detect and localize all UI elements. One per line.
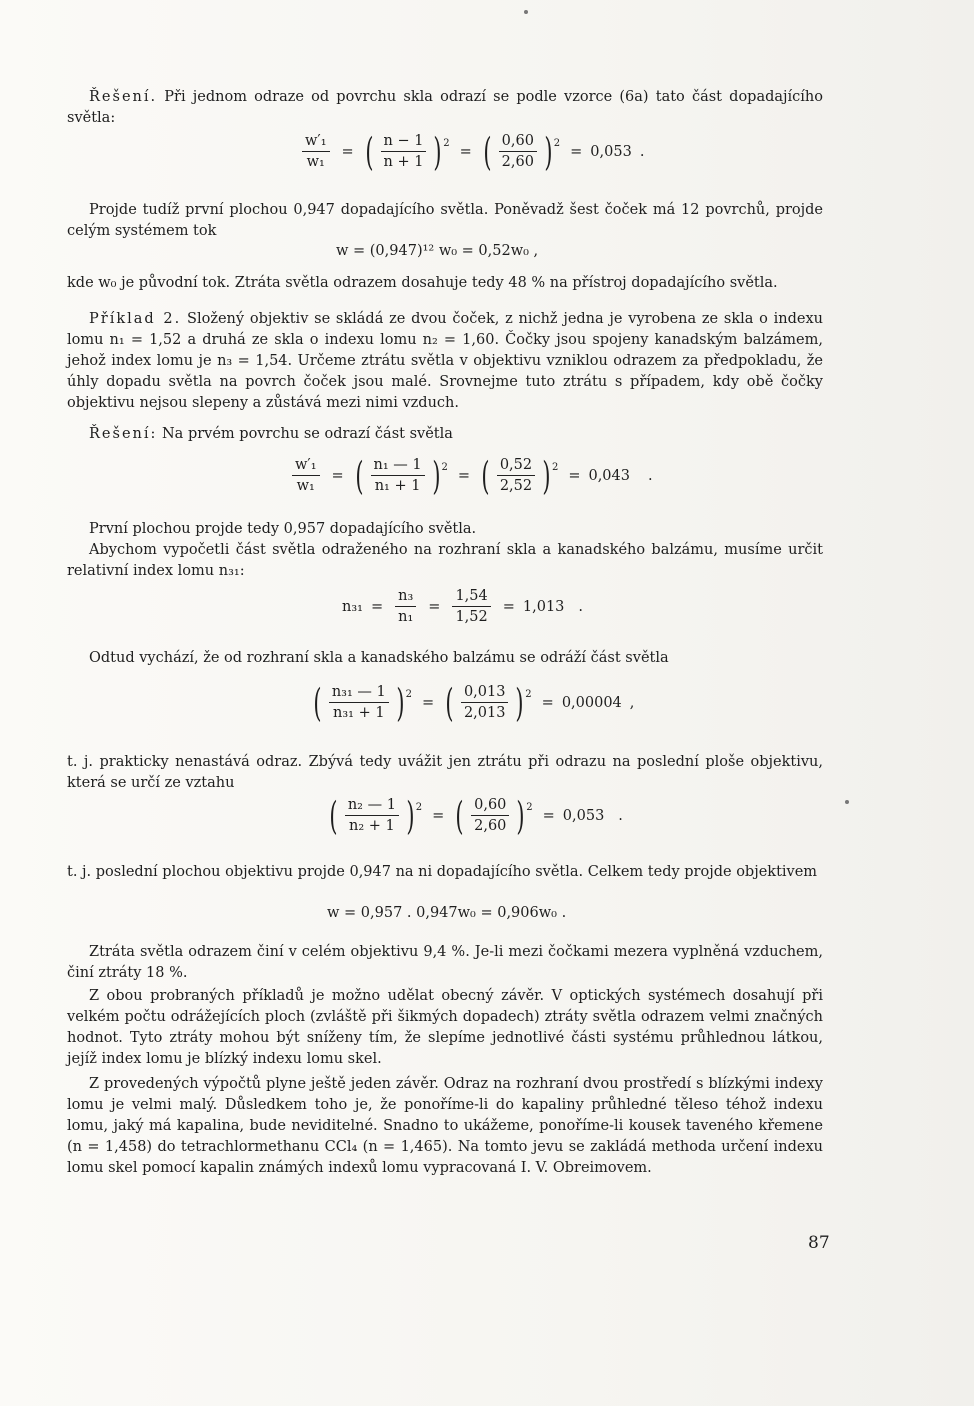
eq6-f2-num: 0,60 — [471, 796, 509, 816]
eq5-f2-num: 0,013 — [461, 683, 509, 703]
solution-label: Řešení. — [89, 89, 158, 105]
eq4-result: 1,013 — [522, 598, 565, 615]
eq6-f1-den: n₂ + 1 — [349, 818, 395, 834]
eq6-result: 0,053 — [562, 807, 605, 824]
eq1-result: 0,053 — [590, 143, 632, 160]
equation-1: $\frac{\text{w′₁}}{\text{w₁}}$ = ( $\frac{n - 1}{n + 1}$ ) 2 = ( $\frac{0,60}{2,60}$ ) 2 = 0,053 . — [298, 132, 644, 171]
eq1-lhs-den: w₁ — [306, 154, 325, 170]
equation-2: w = (0,947)¹² w₀ = 0,52w₀ , — [336, 243, 539, 259]
eq5-exp2: 2 — [525, 689, 532, 700]
paragraph-11: Ztráta světla odrazem činí v celém objektivu 9,4 %. Je-li mezi čočkami mezera vyplněná vzduchem, činí ztráty 18 %. — [67, 944, 823, 981]
eq4-f1-den: n₁ — [398, 609, 414, 625]
paragraph-2: Projde tudíž první plochou 0,947 dopadajícího světla. Poněvadž šest čoček má 12 povrchů, projde celým systémem tok — [67, 202, 823, 239]
scan-speck — [524, 10, 528, 14]
eq4-f2-den: 1,52 — [455, 609, 488, 625]
eq3-lhs-num: w′₁ — [292, 456, 320, 476]
eq6-f2-den: 2,60 — [474, 818, 507, 834]
paragraph-13: Z provedených výpočtů plyne ještě jeden závěr. Odraz na rozhraní dvou prostředí s blízkými indexy lomu je velmi malý. Důsledkem toho je, že ponoříme-li do kapaliny průhledné těleso téhož indexu lomu, jaký má kapalina, bude neviditelné. Snadno to ukážeme, ponoříme-li kousek taveného křemene (n = 1,458) do tetrachlormethanu CCl₄ (n = 1,465). Na tomto jevu se zakládá methoda určení indexu lomu skel pomocí kapalin známých indexů lomu vypracovaná I. V. Obreimovem. — [67, 1076, 823, 1176]
eq3-exp1: 2 — [441, 462, 448, 473]
paragraph-6: První plochou projde tedy 0,957 dopadajícího světla. — [89, 521, 477, 537]
eq4-f1-num: n₃ — [395, 587, 416, 607]
paragraph-text: Při jednom odraze od povrchu skla odrazí se podle vzorce (6a) tato část dopadajícího světla: — [67, 89, 823, 126]
eq3-f2-num: 0,52 — [497, 456, 535, 476]
paragraph-solution-1 — [67, 87, 823, 129]
eq1-f2-den: 2,60 — [501, 154, 534, 170]
paragraph-12: Z obou probraných příkladů je možno udělat obecný závěr. V optických systémech dosahují při velkém počtu odrážejících ploch (zvláště při šikmých dopadech) ztráty světla odrazem velmi značných hodnot. Tyto ztráty mohou být sníženy tím, že slepíme jednotlivé části systému průhlednou látkou, jejíž index lomu je blízký indexu lomu skel. — [67, 988, 823, 1067]
eq5-result: 0,00004 — [561, 694, 622, 711]
paragraph-solution-2 — [67, 424, 823, 445]
example-label: Příklad 2. — [89, 311, 182, 327]
eq3-f2-den: 2,52 — [499, 478, 533, 494]
paragraph-example-2 — [67, 309, 823, 414]
paragraph-8: Odtud vychází, že od rozhraní skla a kanadského balzámu se odráží část světla — [89, 650, 669, 666]
scan-speck — [845, 800, 849, 804]
eq4-lhs: n₃₁ — [342, 598, 363, 615]
eq6-exp1: 2 — [415, 802, 423, 813]
eq1-f1-den: n + 1 — [383, 154, 424, 170]
eq1-f2-num: 0,60 — [499, 132, 537, 152]
paragraph-7: Abychom vypočetli část světla odraženého na rozhraní skla a kanadského balzámu, musíme určit relativní index lomu n₃₁: — [67, 542, 823, 579]
eq5-f2-den: 2,013 — [463, 705, 506, 721]
equation-7: w = 0,957 . 0,947w₀ = 0,906w₀ . — [327, 905, 567, 921]
eq1-f1-num: n − 1 — [381, 132, 427, 152]
paragraph-text: Složený objektiv se skládá ze dvou čoček, z nichž jedna je vyrobena ze skla o indexu lomu n₁ = 1,52 a druhá ze skla o indexu lomu n₂ = 1,60. Čočky jsou spojeny kanadským balzámem, jehož index lomu je n₃ = 1,54. Určeme ztrátu světla v objektivu vzniklou odrazem za předpokladu, že úhly dopadu světla na povrch čoček jsou malé. Srovnejme tuto ztrátu s případem, kdy obě čočky objektivu nejsou slepeny a zůstává mezi nimi vzduch. — [67, 311, 824, 411]
eq1-exp1: 2 — [443, 138, 450, 149]
equation-3: $\frac{\text{w′₁}}{\text{w₁}}$ = ( $\frac{\text{n₁ — 1}}{\text{n₁ + 1}}$ ) 2 = ( $\frac{0,52}{2,52}$ ) 2 = 0,043 . — [288, 456, 653, 495]
eq5-exp1: 2 — [405, 689, 412, 700]
paragraph-10: t. j. poslední plochou objektivu projde 0,947 na ni dopadajícího světla. Celkem tedy projde objektivem — [67, 864, 818, 880]
eq3-result: 0,043 — [588, 467, 630, 484]
eq3-f1-den: n₁ + 1 — [374, 478, 421, 494]
equation-5: ( $\frac{\text{n₃₁ — 1}}{\text{n₃₁ + 1}}$ ) 2 = ( $\frac{0,013}{2,013}$ ) 2 = 0,00004 , — [313, 680, 635, 725]
eq6-exp2: 2 — [526, 802, 533, 813]
eq3-exp2: 2 — [551, 462, 559, 473]
eq3-f1-num: n₁ — 1 — [371, 456, 425, 476]
paragraph-text: Na prvém povrchu se odrazí část světla — [157, 426, 453, 442]
solution-label: Řešení: — [89, 426, 158, 442]
equation-4: n₃₁ = $\frac{\text{n₃}}{\text{n₁}}$ = $\frac{1,54}{1,52}$ = 1,013 . — [342, 588, 584, 625]
page-number: 87 — [808, 1233, 830, 1253]
eq1-exp2: 2 — [553, 138, 561, 149]
eq1-lhs-num: w′₁ — [302, 132, 330, 152]
eq4-f2-num: 1,54 — [452, 587, 490, 607]
eq3-lhs-den: w₁ — [296, 478, 315, 494]
paragraph-3: kde w₀ je původní tok. Ztráta světla odrazem dosahuje tedy 48 % na přístroj dopadajícího světla. — [67, 275, 778, 291]
eq5-f1-den: n₃₁ + 1 — [333, 705, 385, 721]
paragraph-9: t. j. prakticky nenastává odraz. Zbývá tedy uvážit jen ztrátu při odrazu na poslední ploše objektivu, která se určí ze vztahu — [67, 754, 823, 791]
eq6-f1-num: n₂ — 1 — [345, 796, 399, 816]
equation-6: ( $\frac{\text{n₂ — 1}}{\text{n₂ + 1}}$ ) 2 = ( $\frac{0,60}{2,60}$ ) 2 = 0,053 . — [329, 793, 623, 838]
eq5-f1-num: n₃₁ — 1 — [329, 683, 389, 703]
